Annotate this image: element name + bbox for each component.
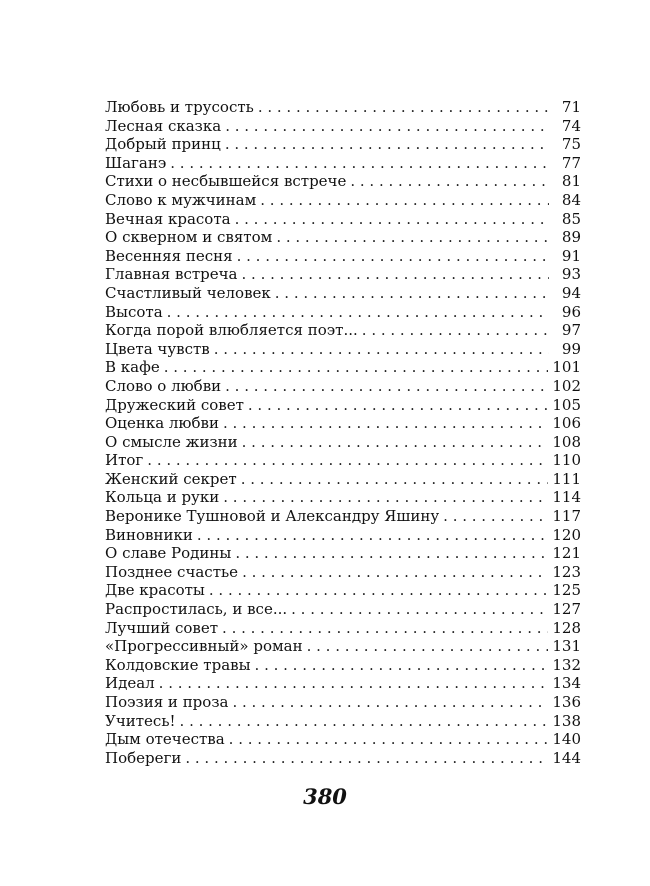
dot-leader xyxy=(214,340,549,359)
toc-entry xyxy=(105,581,581,600)
toc-entry-page: 132 xyxy=(552,655,581,674)
dot-leader xyxy=(232,693,548,712)
toc-entry-title: О смысле жизни xyxy=(105,432,238,451)
dot-leader xyxy=(197,526,548,545)
toc-entry xyxy=(105,637,581,656)
dot-leader xyxy=(159,674,549,693)
toc-entry xyxy=(105,340,581,359)
toc-entry-page: 121 xyxy=(552,544,581,563)
toc-entry-page: 81 xyxy=(561,172,581,191)
toc-entry-title: Побереги xyxy=(105,748,182,767)
toc-entry-page: 75 xyxy=(561,135,581,154)
toc-entry-page: 120 xyxy=(552,525,581,544)
toc-entry-page: 144 xyxy=(552,748,581,767)
toc-entry-title: Высота xyxy=(105,302,163,321)
toc-entry xyxy=(105,172,581,191)
toc-entry-title: Лучший совет xyxy=(105,618,219,637)
dot-leader xyxy=(223,414,548,433)
toc-entry-title: Итог xyxy=(105,451,144,470)
toc-entry-title: Добрый принц xyxy=(105,135,221,154)
toc-entry-title: Любовь и трусость xyxy=(105,98,254,116)
toc-entry xyxy=(105,507,581,526)
toc-entry-title: Счастливый человек xyxy=(105,283,271,302)
toc-entry-title: О скверном и святом xyxy=(105,228,273,247)
toc-entry-title: О славе Родины xyxy=(105,544,232,563)
table-of-contents xyxy=(105,98,581,767)
toc-entry xyxy=(105,544,581,563)
toc-entry xyxy=(105,284,581,303)
toc-entry-page: 123 xyxy=(552,562,581,581)
toc-entry xyxy=(105,730,581,749)
toc-entry xyxy=(105,154,581,173)
dot-leader xyxy=(241,470,549,489)
toc-entry-title: Шаганэ xyxy=(105,153,167,172)
toc-entry xyxy=(105,563,581,582)
toc-entry-page: 108 xyxy=(552,432,581,451)
toc-entry-page: 101 xyxy=(552,358,581,377)
toc-entry xyxy=(105,693,581,712)
toc-entry-title: «Прогрессивный» роман xyxy=(105,637,303,656)
dot-leader xyxy=(362,321,549,340)
dot-leader xyxy=(242,433,549,452)
toc-entry xyxy=(105,712,581,731)
dot-leader xyxy=(291,600,548,619)
dot-leader xyxy=(167,303,549,322)
dot-leader xyxy=(209,581,548,600)
toc-entry xyxy=(105,526,581,545)
toc-entry xyxy=(105,135,581,154)
toc-entry-page: 140 xyxy=(552,730,581,749)
toc-entry-title: Колдовские травы xyxy=(105,655,251,674)
dot-leader xyxy=(225,117,549,136)
dot-leader xyxy=(185,749,548,768)
dot-leader xyxy=(260,191,549,210)
toc-entry-page: 96 xyxy=(561,302,581,321)
toc-entry xyxy=(105,303,581,322)
toc-entry-page: 114 xyxy=(552,488,581,507)
dot-leader xyxy=(307,637,549,656)
toc-entry xyxy=(105,228,581,247)
toc-entry xyxy=(105,98,581,117)
dot-leader xyxy=(225,377,548,396)
dot-leader xyxy=(235,210,549,229)
toc-entry-page: 77 xyxy=(561,153,581,172)
dot-leader xyxy=(242,563,548,582)
toc-entry-page: 102 xyxy=(552,376,581,395)
toc-entry-title: Веронике Тушновой и Александру Яшину xyxy=(105,507,440,526)
toc-entry xyxy=(105,414,581,433)
toc-entry-page: 138 xyxy=(552,711,581,730)
toc-entry-page: 131 xyxy=(552,637,581,656)
toc-entry-title: Распростилась, и все... xyxy=(105,600,288,619)
toc-entry xyxy=(105,600,581,619)
toc-entry-page: 71 xyxy=(561,98,581,116)
toc-entry-page: 94 xyxy=(561,283,581,302)
page-number: 380 xyxy=(303,784,347,809)
toc-entry-title: Дым отечества xyxy=(105,730,225,749)
toc-entry-title: Две красоты xyxy=(105,581,205,600)
dot-leader xyxy=(170,154,549,173)
toc-entry-title: Идеал xyxy=(105,674,155,693)
toc-entry-title: Слово к мужчинам xyxy=(105,190,257,209)
toc-entry-page: 111 xyxy=(552,469,581,488)
toc-entry-page: 89 xyxy=(561,228,581,247)
toc-entry-title: Вечная красота xyxy=(105,209,231,228)
toc-entry xyxy=(105,377,581,396)
toc-entry xyxy=(105,321,581,340)
toc-entry xyxy=(105,433,581,452)
toc-entry-title: Цвета чувств xyxy=(105,339,210,358)
toc-entry-page: 105 xyxy=(552,395,581,414)
toc-entry xyxy=(105,470,581,489)
toc-entry-title: Стихи о несбывшейся встрече xyxy=(105,172,347,191)
dot-leader xyxy=(180,712,549,731)
dot-leader xyxy=(164,358,549,377)
toc-entry xyxy=(105,358,581,377)
toc-entry-page: 128 xyxy=(552,618,581,637)
toc-entry-page: 125 xyxy=(552,581,581,600)
toc-entry xyxy=(105,451,581,470)
toc-entry-title: Лесная сказка xyxy=(105,116,222,135)
toc-entry xyxy=(105,117,581,136)
toc-entry-page: 117 xyxy=(552,507,581,526)
toc-entry xyxy=(105,656,581,675)
dot-leader xyxy=(276,228,549,247)
toc-entry xyxy=(105,247,581,266)
toc-entry xyxy=(105,191,581,210)
dot-leader xyxy=(443,507,548,526)
toc-entry-title: Кольца и руки xyxy=(105,488,220,507)
toc-entry-page: 85 xyxy=(561,209,581,228)
toc-entry-title: Когда порой влюбляется поэт... xyxy=(105,321,358,340)
toc-entry-title: Учитесь! xyxy=(105,711,176,730)
toc-entry xyxy=(105,265,581,284)
toc-entry-page: 127 xyxy=(552,600,581,619)
toc-entry-title: В кафе xyxy=(105,358,160,377)
dot-leader xyxy=(242,265,549,284)
dot-leader xyxy=(258,98,549,117)
dot-leader xyxy=(229,730,549,749)
dot-leader xyxy=(223,488,548,507)
dot-leader xyxy=(147,451,548,470)
toc-entry-page: 99 xyxy=(561,339,581,358)
toc-entry-title: Позднее счастье xyxy=(105,562,239,581)
dot-leader xyxy=(237,247,549,266)
dot-leader xyxy=(222,619,548,638)
toc-entry-title: Главная встреча xyxy=(105,265,238,284)
toc-entry-page: 84 xyxy=(561,190,581,209)
toc-entry xyxy=(105,749,581,768)
dot-leader xyxy=(350,172,549,191)
toc-entry-page: 106 xyxy=(552,414,581,433)
dot-leader xyxy=(255,656,549,675)
toc-entry-title: Слово о любви xyxy=(105,376,222,395)
toc-entry-title: Весенняя песня xyxy=(105,246,233,265)
toc-entry-page: 110 xyxy=(552,451,581,470)
toc-entry-page: 136 xyxy=(552,693,581,711)
dot-leader xyxy=(225,135,549,154)
toc-entry-page: 97 xyxy=(561,321,581,340)
dot-leader xyxy=(248,396,548,415)
toc-entry-title: Поэзия и проза xyxy=(105,693,229,711)
toc-entry-title: Дружеский совет xyxy=(105,395,244,414)
toc-entry-page: 91 xyxy=(561,246,581,265)
toc-entry xyxy=(105,210,581,229)
toc-entry xyxy=(105,619,581,638)
toc-entry-page: 134 xyxy=(552,674,581,693)
toc-entry xyxy=(105,396,581,415)
dot-leader xyxy=(235,544,548,563)
toc-entry xyxy=(105,488,581,507)
toc-entry xyxy=(105,674,581,693)
toc-entry-page: 74 xyxy=(561,116,581,135)
dot-leader xyxy=(275,284,549,303)
toc-entry-title: Оценка любви xyxy=(105,414,219,433)
toc-entry-title: Женский секрет xyxy=(105,469,237,488)
toc-entry-title: Виновники xyxy=(105,525,193,544)
toc-entry-page: 93 xyxy=(561,265,581,284)
